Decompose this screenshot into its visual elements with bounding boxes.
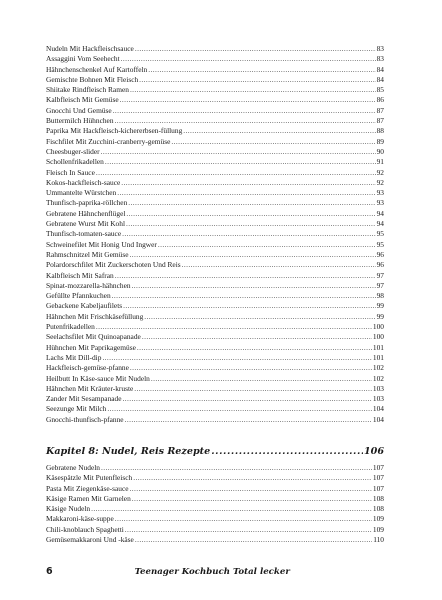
entry-page: 96 [376, 260, 384, 270]
dot-leader [133, 473, 372, 483]
chapter-title: Kapitel 8: Nudel, Reis Rezepte [46, 446, 211, 457]
toc-entry[interactable] [46, 137, 384, 147]
entry-page: 94 [376, 219, 384, 229]
toc-entry[interactable] [46, 178, 384, 188]
entry-title: Kalbfleisch Mit Gemüse [46, 95, 119, 105]
entry-title: Polardorschfilet Mit Zuckerschoten Und Reis [46, 260, 181, 270]
toc-entry[interactable] [46, 65, 384, 75]
entry-page: 90 [376, 146, 384, 156]
entry-title: Pasta Mit Ziegenkäse-sauce [46, 483, 129, 493]
entry-title: Gebratene Hähnchenflügel [46, 208, 126, 218]
dot-leader [96, 322, 372, 332]
toc-entry[interactable] [46, 514, 384, 524]
toc-entry[interactable] [46, 312, 384, 322]
dot-leader [102, 353, 371, 363]
toc-entry[interactable] [46, 374, 384, 384]
toc-entry[interactable] [46, 260, 384, 270]
entry-page: 101 [372, 342, 384, 352]
entry-title: Gnocchi Und Gemüse [46, 105, 112, 115]
toc-list [46, 44, 384, 425]
entry-page: 99 [376, 301, 384, 311]
entry-page: 84 [376, 64, 384, 74]
dot-leader [134, 384, 372, 394]
dot-leader [211, 446, 363, 457]
running-head: Teenager Kochbuch Total lecker [134, 567, 290, 577]
dot-leader [182, 260, 376, 270]
chapter-toc-list [46, 463, 384, 545]
dot-leader [107, 404, 372, 414]
entry-page: 108 [372, 504, 384, 514]
entry-page: 87 [376, 105, 384, 115]
dot-leader [122, 229, 376, 239]
toc-entry[interactable] [46, 157, 384, 167]
page-footer [46, 566, 384, 577]
entry-title: Lachs Mit Dill-dip [46, 352, 102, 362]
entry-page: 97 [376, 270, 384, 280]
dot-leader [120, 95, 376, 105]
dot-leader [126, 219, 376, 229]
dot-leader [132, 281, 376, 291]
toc-entry[interactable] [46, 484, 384, 494]
entry-page: 100 [372, 332, 384, 342]
entry-title: Gnocchi-thunfisch-pfanne [46, 414, 124, 424]
entry-page: 110 [373, 535, 384, 545]
chapter-heading[interactable] [46, 446, 384, 457]
toc-entry[interactable] [46, 394, 384, 404]
toc-entry[interactable] [46, 384, 384, 394]
entry-title: Gemüsemakkaroni Und -käse [46, 535, 134, 545]
dot-leader [128, 198, 375, 208]
toc-entry[interactable] [46, 525, 384, 535]
dot-leader [101, 147, 376, 157]
entry-title: Rahmschnitzel Mit Gemüse [46, 249, 129, 259]
entry-title: Buttermilch Hühnchen [46, 116, 114, 126]
toc-entry[interactable] [46, 363, 384, 373]
entry-page: 91 [376, 157, 384, 167]
entry-title: Makkaroni-käse-suppe [46, 514, 114, 524]
toc-entry[interactable] [46, 504, 384, 514]
toc-entry[interactable] [46, 535, 384, 545]
entry-title: Putenfrikadellen [46, 322, 95, 332]
entry-title: Shiitake Rindfleisch Ramen [46, 85, 129, 95]
entry-title: Ummantelte Würstchen [46, 188, 117, 198]
entry-page: 95 [376, 239, 384, 249]
dot-leader [151, 374, 372, 384]
entry-title: Gebackene Kabeljaufilets [46, 301, 123, 311]
toc-entry[interactable] [46, 95, 384, 105]
entry-title: Thunfisch-paprika-röllchen [46, 198, 128, 208]
dot-leader [132, 494, 372, 504]
entry-page: 86 [376, 95, 384, 105]
entry-page: 92 [376, 167, 384, 177]
entry-page: 83 [376, 54, 384, 64]
entry-page: 107 [372, 483, 384, 493]
dot-leader [115, 514, 372, 524]
entry-title: Fischfilet Mit Zucchini-cranberry-gemüse [46, 136, 171, 146]
chapter-page: 106 [363, 446, 384, 457]
dot-leader [101, 463, 372, 473]
dot-leader [115, 116, 376, 126]
entry-page: 96 [376, 249, 384, 259]
toc-entry[interactable] [46, 404, 384, 414]
entry-page: 99 [376, 311, 384, 321]
dot-leader [123, 394, 372, 404]
entry-page: 103 [372, 394, 384, 404]
dot-leader [126, 209, 375, 219]
entry-page: 102 [372, 363, 384, 373]
entry-title: Gebratene Wurst Mit Kohl [46, 219, 125, 229]
dot-leader [121, 54, 376, 64]
entry-page: 107 [372, 463, 384, 472]
toc-entry[interactable] [46, 54, 384, 64]
toc-entry[interactable] [46, 353, 384, 363]
dot-leader [130, 363, 372, 373]
toc-entry[interactable] [46, 229, 384, 239]
entry-page: 87 [376, 116, 384, 126]
entry-title: Assaggini Vom Seehecht [46, 54, 120, 64]
entry-title: Käsige Ramen Mit Garnelen [46, 493, 131, 503]
toc-entry[interactable] [46, 291, 384, 301]
toc-entry[interactable] [46, 250, 384, 260]
entry-page: 102 [372, 373, 384, 383]
entry-page: 93 [376, 198, 384, 208]
toc-entry[interactable] [46, 332, 384, 342]
entry-title: Heilbutt In Käse-sauce Mit Nudeln [46, 373, 150, 383]
dot-leader [137, 343, 372, 353]
dot-leader [142, 332, 372, 342]
entry-title: Hähnchenschenkel Auf Kartoffeln [46, 64, 148, 74]
entry-title: Seelachsfilet Mit Quinoapanade [46, 332, 141, 342]
dot-leader [158, 240, 376, 250]
toc-entry[interactable] [46, 188, 384, 198]
toc-entry[interactable] [46, 147, 384, 157]
entry-page: 84 [376, 74, 384, 84]
toc-entry[interactable] [46, 116, 384, 126]
entry-page: 97 [376, 280, 384, 290]
entry-page: 108 [372, 493, 384, 503]
dot-leader [148, 65, 375, 75]
toc-entry[interactable] [46, 301, 384, 311]
dot-leader [125, 415, 372, 425]
page-number: 6 [46, 566, 53, 577]
entry-title: Gebratene Nudeln [46, 463, 100, 472]
dot-leader [125, 525, 372, 535]
dot-leader [123, 301, 375, 311]
entry-title: Chili-knoblauch Spaghetti [46, 524, 124, 534]
entry-title: Käsespätzle Mit Putenfleisch [46, 473, 133, 483]
dot-leader [130, 484, 372, 494]
toc-entry[interactable] [46, 494, 384, 504]
entry-page: 88 [376, 126, 384, 136]
entry-title: Spinat-mozzarella-hähnchen [46, 280, 131, 290]
entry-page: 104 [372, 414, 384, 424]
entry-page: 85 [376, 85, 384, 95]
entry-title: Gemischte Bohnen Mit Fleisch [46, 74, 139, 84]
dot-leader [112, 291, 376, 301]
dot-leader [130, 85, 376, 95]
dot-leader [117, 188, 375, 198]
entry-page: 109 [372, 524, 384, 534]
toc-entry[interactable] [46, 219, 384, 229]
dot-leader [130, 250, 376, 260]
entry-page: 89 [376, 136, 384, 146]
toc-entry[interactable] [46, 343, 384, 353]
toc-entry[interactable] [46, 473, 384, 483]
toc-entry[interactable] [46, 240, 384, 250]
entry-title: Kokos-hackfleisch-sauce [46, 177, 121, 187]
entry-title: Paprika Mit Hackfleisch-kichererbsen-füllung [46, 126, 183, 136]
toc-entry[interactable] [46, 198, 384, 208]
entry-title: Hackfleisch-gemüse-pfanne [46, 363, 129, 373]
entry-title: Cheesbuger-slider [46, 146, 100, 156]
dot-leader [144, 312, 375, 322]
entry-page: 93 [376, 188, 384, 198]
entry-title: Thunfisch-tomaten-sauce [46, 229, 122, 239]
entry-title: Hähnchen Mit Kräuter-kruste [46, 383, 134, 393]
dot-leader [139, 75, 375, 85]
entry-page: 83 [376, 44, 384, 53]
dot-leader [135, 535, 372, 545]
toc-entry[interactable] [46, 415, 384, 425]
entry-title: Fleisch In Sauce [46, 167, 95, 177]
dot-leader [171, 137, 375, 147]
toc-entry[interactable] [46, 106, 384, 116]
entry-page: 95 [376, 229, 384, 239]
toc-entry[interactable] [46, 271, 384, 281]
entry-title: Zander Mit Sesampanade [46, 394, 122, 404]
entry-page: 92 [376, 177, 384, 187]
toc-entry[interactable] [46, 281, 384, 291]
toc-entry[interactable] [46, 44, 384, 54]
entry-title: Schweinefilet Mit Honig Und Ingwer [46, 239, 157, 249]
entry-title: Hähnchen Mit Frischkäsefüllung [46, 311, 144, 321]
toc-entry[interactable] [46, 463, 384, 473]
toc-entry[interactable] [46, 322, 384, 332]
entry-page: 109 [372, 514, 384, 524]
dot-leader [105, 157, 376, 167]
dot-leader [115, 271, 376, 281]
entry-page: 101 [372, 352, 384, 362]
entry-page: 100 [372, 322, 384, 332]
entry-title: Schollenfrikadellen [46, 157, 104, 167]
dot-leader [96, 168, 376, 178]
entry-page: 104 [372, 404, 384, 414]
dot-leader [91, 504, 372, 514]
dot-leader [121, 178, 375, 188]
dot-leader [135, 44, 376, 54]
entry-title: Hühnchen Mit Paprikagemüse [46, 342, 136, 352]
dot-leader [183, 126, 375, 136]
toc-entry[interactable] [46, 168, 384, 178]
entry-page: 94 [376, 208, 384, 218]
entry-title: Kalbfleisch Mit Safran [46, 270, 114, 280]
dot-leader [113, 106, 376, 116]
entry-title: Gefüllte Pfannkuchen [46, 291, 111, 301]
toc-entry[interactable] [46, 75, 384, 85]
entry-page: 107 [372, 473, 384, 483]
entry-page: 103 [372, 383, 384, 393]
entry-title: Käsige Nudeln [46, 504, 91, 514]
toc-entry[interactable] [46, 85, 384, 95]
entry-page: 98 [376, 291, 384, 301]
entry-title: Seezunge Mit Milch [46, 404, 107, 414]
entry-title: Nudeln Mit Hackfleischsauce [46, 44, 134, 53]
toc-entry[interactable] [46, 126, 384, 136]
toc-entry[interactable] [46, 209, 384, 219]
